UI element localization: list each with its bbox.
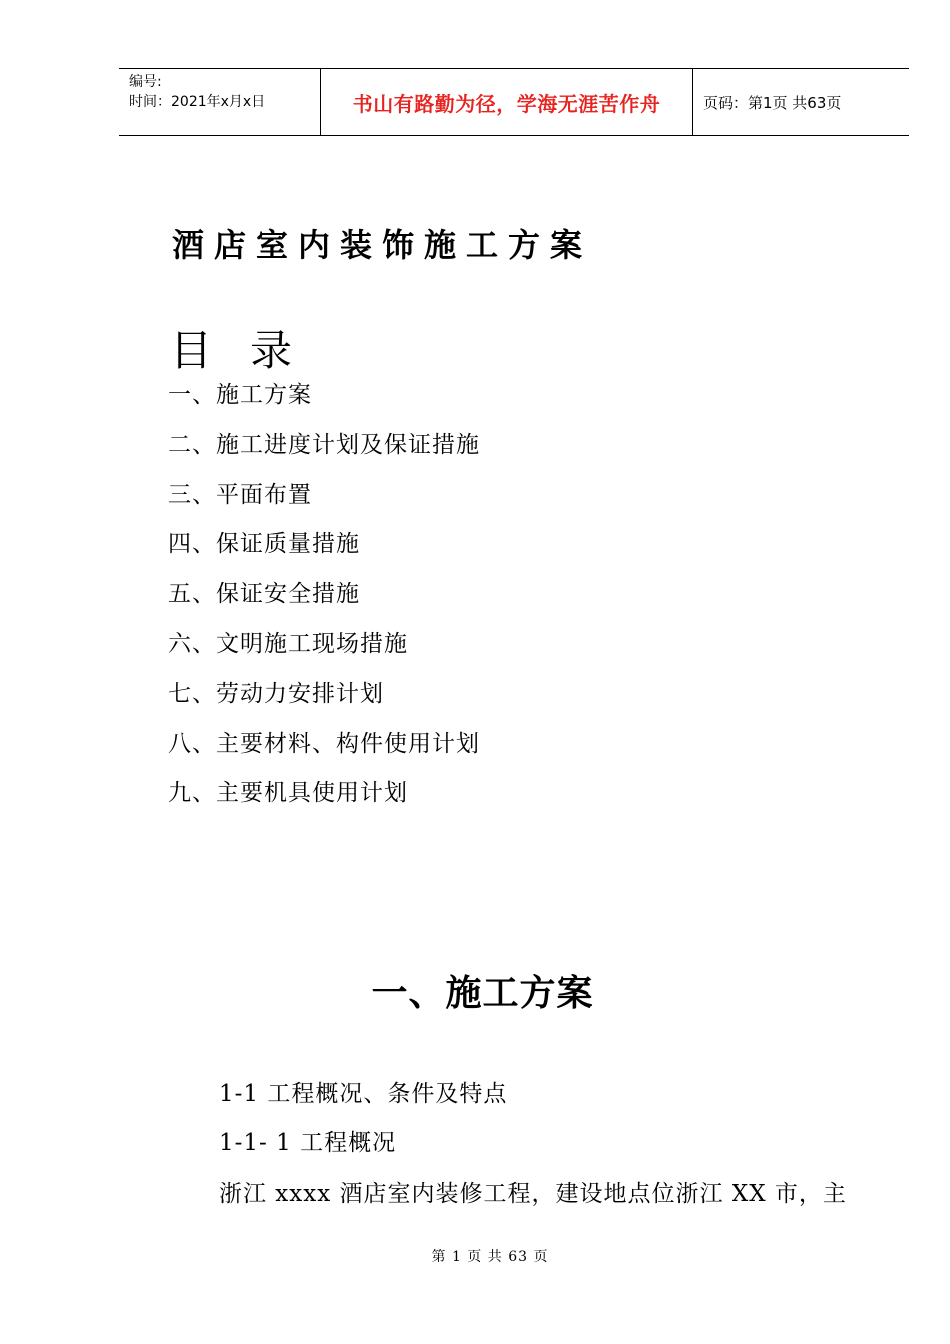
subsection-heading: 1-1- 1 工程概况	[219, 1130, 397, 1156]
header-time-label: 时间：2021年x月x日	[129, 94, 266, 110]
subsection-heading: 1-1 工程概况、条件及特点	[219, 1081, 508, 1107]
toc-item: 六、文明施工现场措施	[168, 630, 408, 657]
header-number-label: 编号:	[129, 74, 162, 90]
toc-item: 一、施工方案	[168, 382, 312, 408]
document-title: 酒店室内装饰施工方案	[172, 226, 593, 264]
toc-item: 二、施工进度计划及保证措施	[168, 431, 480, 458]
header-info-cell	[119, 69, 320, 135]
page-header	[119, 68, 909, 136]
toc-item: 五、保证安全措施	[168, 581, 360, 608]
toc-list	[168, 374, 480, 822]
toc-item: 八、主要材料、构件使用计划	[168, 730, 480, 757]
toc-heading: 目录	[170, 326, 331, 375]
page-footer: 第 1 页 共 63 页	[431, 1249, 549, 1265]
header-page-label: 页码：第1页 共63页	[703, 93, 842, 112]
header-motto-cell	[320, 69, 693, 135]
header-page-cell	[693, 69, 909, 135]
header-motto: 书山有路勤为径，学海无涯苦作舟	[352, 91, 661, 116]
toc-item: 七、劳动力安排计划	[168, 680, 384, 707]
toc-item: 三、平面布置	[168, 481, 312, 508]
toc-item: 九、主要机具使用计划	[168, 780, 408, 807]
toc-item: 四、保证质量措施	[168, 531, 360, 558]
body-paragraph: 浙江 xxxx 酒店室内装修工程，建设地点位浙江 XX 市，主	[219, 1181, 847, 1207]
section-heading: 一、施工方案	[371, 973, 594, 1014]
